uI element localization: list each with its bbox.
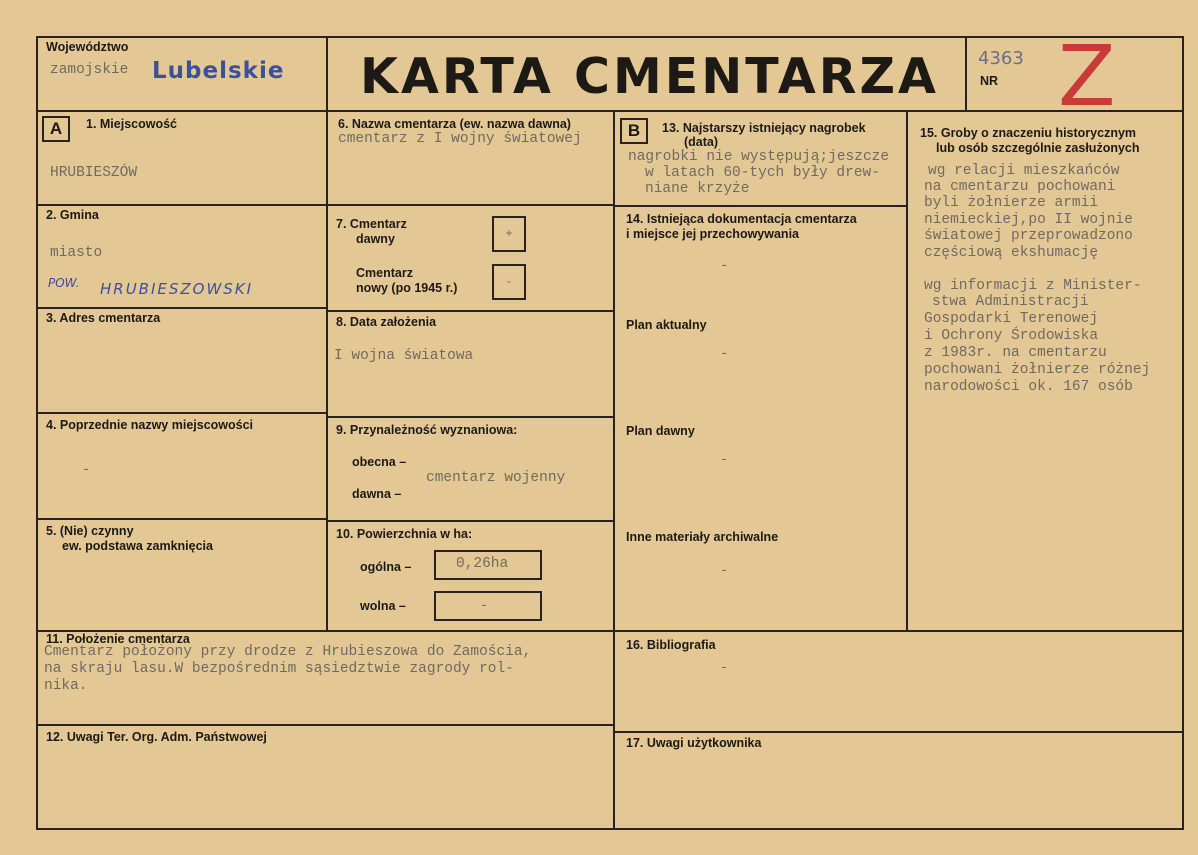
f12-label: 12. Uwagi Ter. Org. Adm. Państwowej (46, 730, 267, 744)
other-materials-label: Inne materiały archiwalne (626, 530, 779, 544)
historic-graves-line: i Ochrony Środowiska (924, 328, 1099, 344)
location-line-1: Cmentarz położony przy drodze z Hrubieszowa do Zamościa, (44, 644, 532, 660)
f7-new-label-1: Cmentarz (356, 266, 413, 280)
founding-date-value: I wojna światowa (334, 348, 474, 364)
f17-label: 17. Uwagi użytkownika (626, 736, 762, 750)
historic-graves-line: narodowości ok. 167 osób (924, 379, 1133, 395)
bibliography-value: - (720, 660, 729, 676)
location-line-2: na skraju lasu.W bezpośrednim sąsiedztwie zagrody rol- (44, 661, 514, 677)
free-area-box (434, 591, 542, 621)
commune-value: miasto (50, 245, 103, 261)
new-cemetery-checkbox: - (492, 264, 526, 300)
historic-graves-line: z 1983r. na cmentarzu (924, 345, 1107, 361)
historic-graves-line: pochowani żołnierze różnej (924, 362, 1151, 378)
f1-label: 1. Miejscowość (86, 117, 178, 131)
f4-value: - (82, 462, 91, 478)
plan-current-value: - (720, 346, 729, 362)
divider-f3 (36, 412, 326, 414)
f11-label: 11. Położenie cmentarza (46, 632, 190, 646)
location-line-3: nika. (44, 678, 88, 694)
divider-row-11 (36, 630, 1184, 632)
divider-f11 (36, 724, 615, 726)
frame-right (1182, 36, 1184, 830)
divider-f16 (613, 731, 1184, 733)
divider-f7 (326, 310, 615, 312)
f10-label: 10. Powierzchnia w ha: (336, 527, 473, 541)
historic-graves-line: niemieckiej,po II wojnie (924, 212, 1133, 228)
header-divider (36, 110, 1184, 112)
f7-old-label-1: 7. Cmentarz (336, 217, 407, 231)
section-b-marker: B (620, 118, 648, 144)
f14-label-line1: 14. Istniejąca dokumentacja cmentarza (626, 212, 857, 226)
f15-label-line2: lub osób szczególnie zasłużonych (936, 141, 1140, 155)
locality-value: HRUBIESZÓW (50, 165, 138, 181)
f2-label: 2. Gmina (46, 208, 99, 222)
divider-col1 (326, 36, 328, 630)
total-area-value: 0,26ha (456, 556, 509, 572)
divider-nr (965, 36, 967, 112)
frame-left (36, 36, 38, 830)
oldest-tomb-line-2: w latach 60-tych były drew- (645, 165, 880, 181)
historic-graves-line: wg relacji mieszkańców (928, 163, 1120, 179)
voivodeship-label: Województwo (46, 40, 129, 54)
total-area-box (434, 550, 542, 580)
divider-f2 (36, 307, 326, 309)
divider-f1 (36, 204, 326, 206)
denomination-value: cmentarz wojenny (426, 470, 566, 486)
f9-current-label: obecna – (352, 455, 407, 469)
f7-old-label-2: dawny (356, 232, 395, 246)
divider-f13 (613, 205, 908, 207)
f15-label-line1: 15. Groby o znaczeniu historycznym (920, 126, 1137, 140)
oldest-tomb-line-1: nagrobki nie występują;jeszcze (628, 149, 890, 165)
historic-graves-line: wg informacji z Minister- (924, 278, 1142, 294)
other-materials-value: - (720, 563, 729, 579)
county-prefix: POW. (48, 276, 80, 290)
divider-col3 (906, 110, 908, 632)
f14-label-line2: i miejsce jej przechowywania (626, 227, 799, 241)
category-mark: Z (1058, 27, 1116, 125)
divider-f4 (36, 518, 326, 520)
historic-graves-line: byli żołnierze armii (924, 195, 1099, 211)
plan-old-label: Plan dawny (626, 424, 695, 438)
divider-f9 (326, 520, 615, 522)
f9-label: 9. Przynależność wyznaniowa: (336, 423, 518, 437)
section-a-marker: A (42, 116, 70, 142)
divider-col2 (613, 110, 615, 830)
divider-f8 (326, 416, 615, 418)
f5-label-line1: 5. (Nie) czynny (46, 524, 134, 538)
f7-new-label-2: nowy (po 1945 r.) (356, 281, 458, 295)
page-title: KARTA CMENTARZA (360, 48, 939, 105)
voivodeship-stamp: Lubelskie (152, 58, 285, 84)
historic-graves-line: światowej przeprowadzono (924, 228, 1133, 244)
historic-graves-line: stwa Administracji (932, 294, 1089, 310)
nr-handwritten: 4363 (978, 48, 1024, 69)
historic-graves-line: Gospodarki Terenowej (924, 311, 1099, 327)
frame-bottom (36, 828, 1184, 830)
f14-value: - (720, 258, 729, 274)
divider-f6 (326, 204, 615, 206)
f10-free-label: wolna – (360, 599, 406, 613)
county-value: HRUBIESZOWSKI (100, 280, 254, 298)
f10-total-label: ogólna – (360, 560, 412, 574)
f13-label-line2: (data) (684, 135, 719, 149)
free-area-value: - (480, 598, 489, 614)
historic-graves-line: na cmentarzu pochowani (924, 179, 1116, 195)
f6-label: 6. Nazwa cmentarza (ew. nazwa dawna) (338, 117, 571, 131)
old-cemetery-checkbox: + (492, 216, 526, 252)
plan-current-label: Plan aktualny (626, 318, 707, 332)
frame-top (36, 36, 1184, 38)
voivodeship-typed-value: zamojskie (50, 62, 129, 78)
f5-label-line2: ew. podstawa zamknięcia (62, 539, 213, 553)
historic-graves-line: częściową ekshumację (924, 245, 1099, 261)
f13-label-line1: 13. Najstarszy istniejący nagrobek (662, 121, 866, 135)
f4-label: 4. Poprzednie nazwy miejscowości (46, 418, 254, 432)
f8-label: 8. Data założenia (336, 315, 437, 329)
nr-label: NR (980, 74, 999, 88)
f3-label: 3. Adres cmentarza (46, 311, 161, 325)
oldest-tomb-line-3: niane krzyże (645, 181, 750, 197)
f9-former-label: dawna – (352, 487, 402, 501)
f16-label: 16. Bibliografia (626, 638, 716, 652)
cemetery-name-value: cmentarz z I wojny światowej (338, 131, 582, 147)
plan-old-value: - (720, 452, 729, 468)
